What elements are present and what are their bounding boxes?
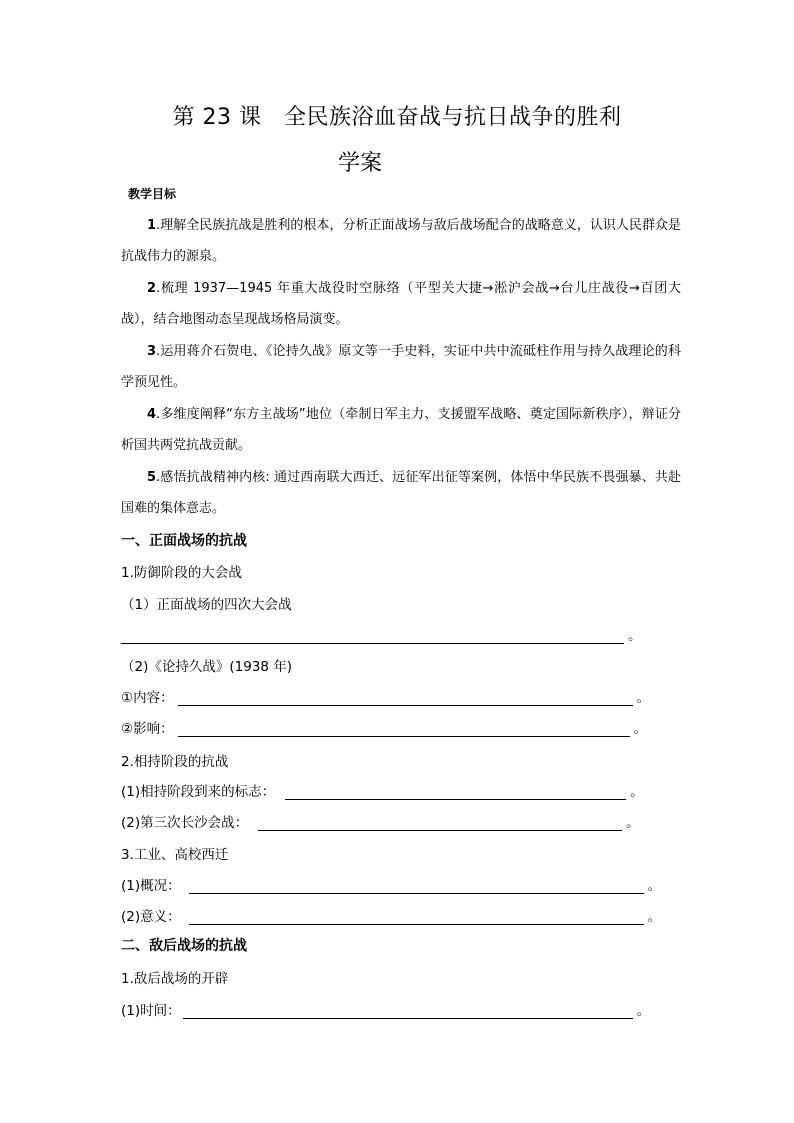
fill-significance [121, 905, 661, 925]
period-mark: 。 [647, 909, 662, 925]
fill-content [121, 686, 650, 706]
objective-5 [121, 462, 681, 524]
objective-text: .多维度阐释“东方主战场”地位（牵制日军主力、支援盟军战略、奠定国际新秩序），辩证分析国共两党抗战贡献。 [121, 407, 681, 453]
section-1-part-2: 2.相持阶段的抗战 [121, 754, 229, 770]
objective-text: .理解全民族抗战是胜利的根本，分析正面战场与敌后战场配合的战略意义，认识人民群众是抗战伟力的源泉。 [121, 218, 681, 264]
lesson-subtitle: 学案 [338, 151, 383, 176]
period-mark: 。 [636, 1003, 651, 1019]
section-2-heading: 二、敌后战场的抗战 [121, 938, 247, 954]
answer-line-four-battles [121, 624, 642, 644]
answer-blank[interactable] [121, 629, 624, 644]
period-mark: 。 [628, 628, 642, 644]
period-mark: 。 [630, 784, 644, 800]
section-1-part-1: 1.防御阶段的大会战 [121, 565, 242, 581]
objectives-heading: 教学目标 [128, 187, 177, 201]
objective-text: .感悟抗战精神内核: 通过西南联大西迁、远征军出征等案例，体悟中华民族不畏强暴、共赴国难的集体意志。 [121, 470, 681, 516]
fill-stalemate-sign [121, 780, 644, 800]
fill-label: (1)时间： [121, 1003, 181, 1019]
answer-blank[interactable] [178, 722, 630, 737]
objective-number: 5 [147, 470, 157, 485]
question-four-battles: （1）正面战场的四次大会战 [121, 597, 292, 613]
objective-text: .梳理 1937—1945 年重大战役时空脉络（平型关大捷→淞沪会战→台儿庄战役→百团大战），结合地图动态呈现战场格局演变。 [121, 281, 681, 327]
period-mark: 。 [636, 690, 651, 706]
objective-number: 3 [147, 344, 157, 359]
answer-blank[interactable] [178, 691, 633, 706]
objective-4 [121, 399, 681, 461]
objective-number: 1 [147, 218, 157, 233]
answer-blank[interactable] [189, 879, 644, 894]
objective-number: 4 [147, 407, 157, 422]
objective-2 [121, 273, 681, 335]
answer-blank[interactable] [285, 785, 626, 800]
answer-blank[interactable] [258, 816, 622, 831]
fill-changsha [121, 811, 640, 831]
fill-label: (1)相持阶段到来的标志： [121, 784, 276, 800]
fill-label: (1)概况： [121, 878, 181, 894]
section-1-part-3: 3.工业、高校西迁 [121, 847, 229, 863]
period-mark: 。 [647, 878, 662, 894]
lesson-title: 第 23 课 全民族浴血奋战与抗日战争的胜利 [172, 105, 622, 130]
objective-3 [121, 336, 681, 398]
question-protracted-war: （2)《论持久战》(1938 年) [121, 659, 293, 675]
fill-influence [121, 717, 647, 737]
fill-label: ①内容： [121, 690, 174, 706]
objective-number: 2 [147, 281, 157, 296]
answer-blank[interactable] [183, 1004, 633, 1019]
fill-label: (2)意义： [121, 909, 181, 925]
section-2-part-1: 1.敌后战场的开辟 [121, 971, 229, 987]
fill-time [121, 999, 650, 1019]
answer-blank[interactable] [189, 910, 644, 925]
period-mark: 。 [633, 721, 648, 737]
period-mark: 。 [626, 815, 640, 831]
objective-text: .运用蒋介石贺电、《论持久战》原文等一手史料，实证中共中流砥柱作用与持久战理论的科学预见性。 [121, 344, 681, 390]
objective-1 [121, 210, 681, 272]
fill-label: (2)第三次长沙会战： [121, 815, 249, 831]
fill-label: ②影响： [121, 721, 174, 737]
fill-overview [121, 874, 661, 894]
section-1-heading: 一、正面战场的抗战 [121, 533, 247, 549]
